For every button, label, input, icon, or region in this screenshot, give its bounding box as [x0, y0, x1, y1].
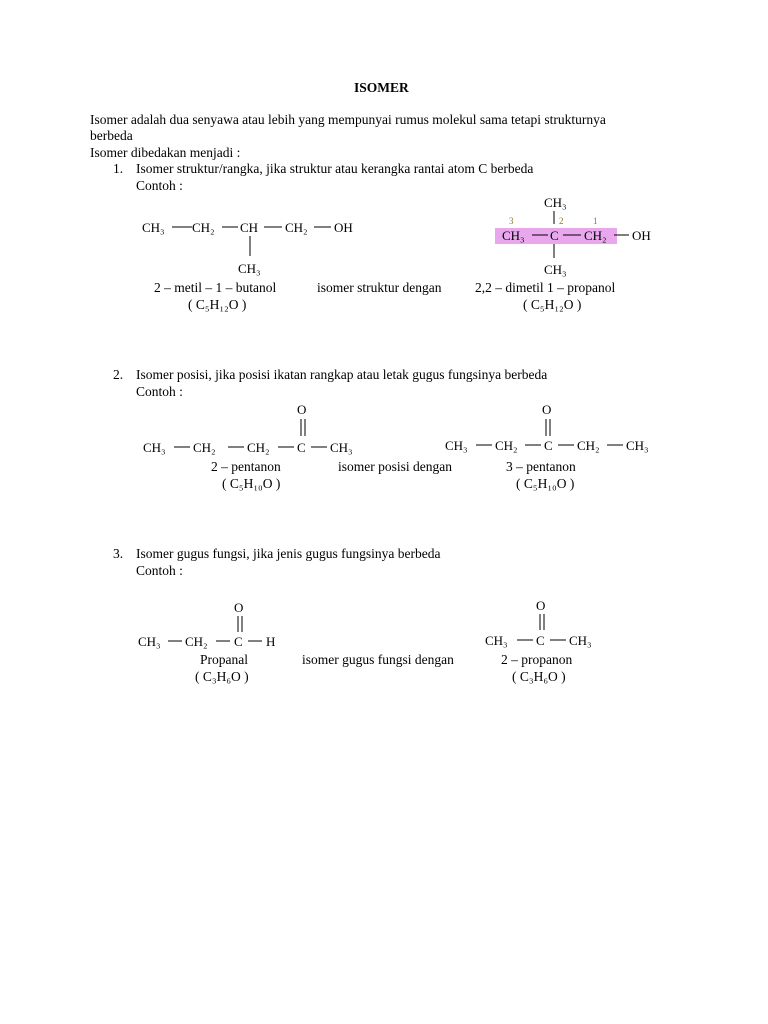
atom-o: O [536, 598, 546, 613]
item-2-left-formula: ( C₅H₁₀O ) [222, 476, 281, 491]
atom-ch3: CH₃ [143, 440, 166, 455]
item-2-right-name: 3 – pentanon [506, 459, 576, 474]
atom-oh: OH [632, 228, 651, 243]
atom-ch2: CH₂ [247, 440, 270, 455]
item-1-relation: isomer struktur dengan [317, 280, 442, 295]
atom-c: C [550, 228, 559, 243]
item-3-right-name: 2 – propanon [501, 652, 573, 667]
atom-ch3: CH₃ [485, 633, 508, 648]
item-3-left-formula: ( C₃H₆O ) [195, 669, 249, 684]
item-2-text: Isomer posisi, jika posisi ikatan rangkap atau letak gugus fungsinya berbeda [136, 367, 548, 382]
structure-2-pentanon [140, 400, 365, 460]
atom-o: O [297, 402, 307, 417]
atom-ch3: CH₃ [142, 220, 165, 235]
structure-3-pentanon [442, 400, 662, 460]
item-2-right-formula: ( C₅H₁₀O ) [516, 476, 575, 491]
atom-ch3: CH₃ [330, 440, 353, 455]
item-3-text: Isomer gugus fungsi, jika jenis gugus fungsinya berbeda [136, 546, 441, 561]
item-2-number: 2. [113, 367, 124, 382]
page-title: ISOMER [354, 80, 409, 95]
intro-line-3: Isomer dibedakan menjadi : [90, 145, 241, 160]
carbon-number-2: 2 [559, 216, 564, 226]
item-3-number: 3. [113, 546, 124, 561]
carbon-number-1: 1 [593, 216, 598, 226]
atom-oh: OH [334, 220, 353, 235]
atom-ch3: CH₃ [626, 438, 649, 453]
atom-ch2: CH₂ [192, 220, 215, 235]
atom-c: C [234, 634, 243, 649]
atom-ch3: CH₃ [502, 228, 525, 243]
structure-2-2-dimetil-1-propanol [494, 194, 664, 278]
atom-ch: CH [240, 220, 259, 235]
atom-ch3: CH₃ [445, 438, 468, 453]
item-1-right-formula: ( C₅H₁₂O ) [523, 297, 582, 312]
carbon-number-3: 3 [509, 216, 514, 226]
atom-ch2: CH₂ [577, 438, 600, 453]
intro-line-1: Isomer adalah dua senyawa atau lebih yang mempunyai rumus molekul sama tetapi strukturnya [90, 112, 606, 127]
atom-ch2: CH₂ [285, 220, 308, 235]
atom-c: C [544, 438, 553, 453]
atom-c: C [536, 633, 545, 648]
item-1-number: 1. [113, 161, 124, 176]
item-3-relation: isomer gugus fungsi dengan [302, 652, 454, 667]
atom-ch3: CH₃ [569, 633, 592, 648]
item-3-contoh: Contoh : [136, 563, 183, 578]
atom-ch2: CH₂ [193, 440, 216, 455]
item-3-right-formula: ( C₃H₆O ) [512, 669, 566, 684]
atom-ch2: CH₂ [185, 634, 208, 649]
item-3-left-name: Propanal [200, 652, 248, 667]
item-2-contoh: Contoh : [136, 384, 183, 399]
atom-ch3-top: CH₃ [544, 195, 567, 210]
atom-ch2: CH₂ [495, 438, 518, 453]
item-1-contoh: Contoh : [136, 178, 183, 193]
atom-ch3-branch: CH₃ [238, 261, 261, 276]
structure-2-metil-1-butanol [138, 214, 368, 278]
atom-ch2: CH₂ [584, 228, 607, 243]
structure-2-propanon [483, 596, 603, 650]
item-1-left-name: 2 – metil – 1 – butanol [154, 280, 277, 295]
atom-ch3-bottom: CH₃ [544, 262, 567, 277]
item-1-left-formula: ( C₅H₁₂O ) [188, 297, 247, 312]
atom-h: H [266, 634, 276, 649]
structure-propanal [136, 598, 286, 652]
atom-o: O [542, 402, 552, 417]
item-2-left-name: 2 – pentanon [211, 459, 281, 474]
intro-line-2: berbeda [90, 128, 133, 143]
atom-c: C [297, 440, 306, 455]
atom-o: O [234, 600, 244, 615]
atom-ch3: CH₃ [138, 634, 161, 649]
item-1-text: Isomer struktur/rangka, jika struktur atau kerangka rantai atom C berbeda [136, 161, 534, 176]
item-2-relation: isomer posisi dengan [338, 459, 452, 474]
item-1-right-name: 2,2 – dimetil 1 – propanol [475, 280, 616, 295]
